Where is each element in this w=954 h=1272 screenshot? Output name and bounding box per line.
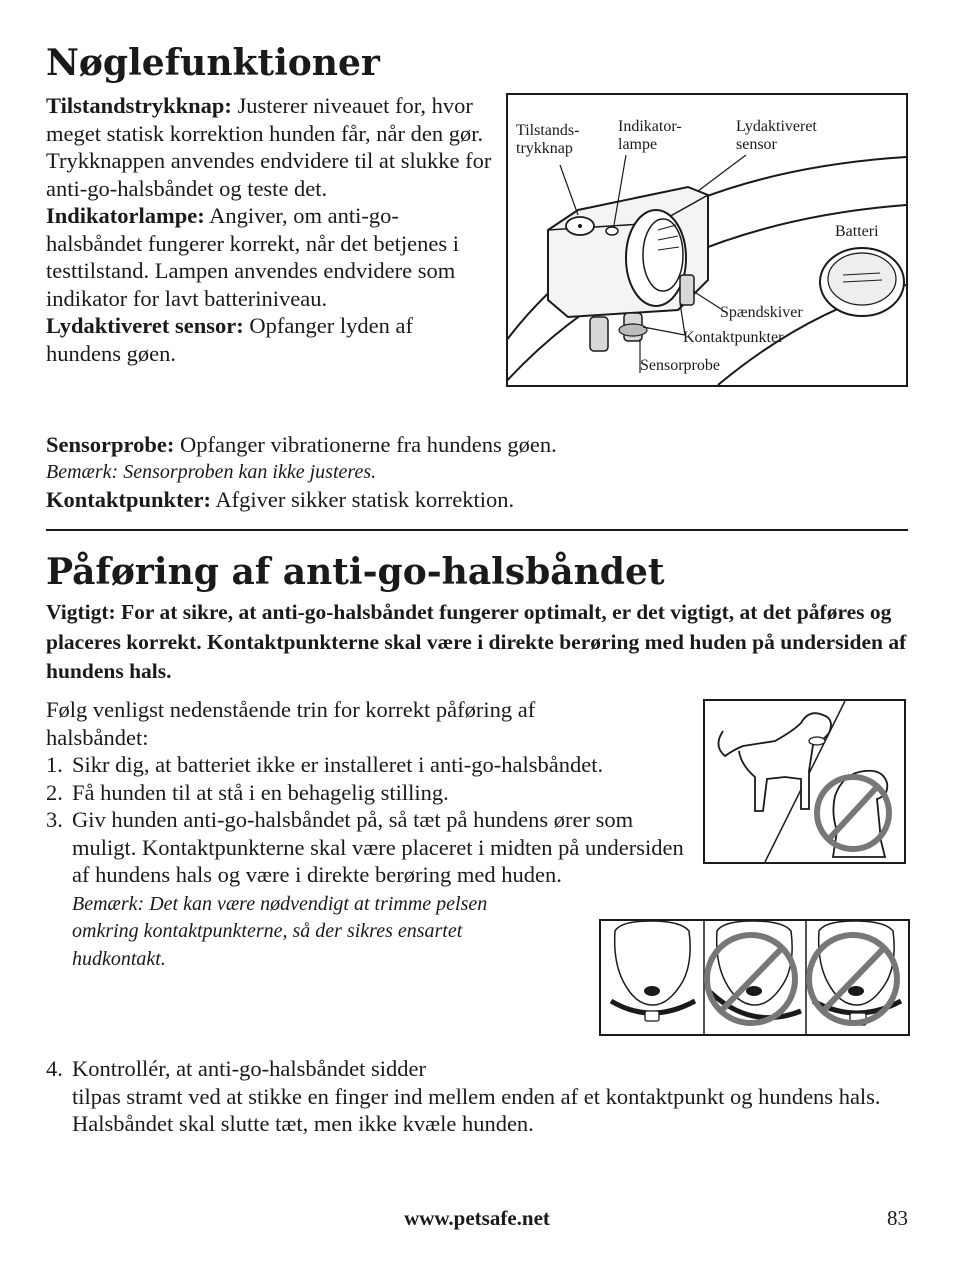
label-sensor-probe: Sensorprobe [640,357,720,374]
feature-desc: Afgiver sikker statisk korrektion. [215,487,515,512]
collar-diagram [506,93,908,387]
label-mode-button: Tilstands- [516,122,580,139]
feature-sound-sensor [46,312,476,367]
dog-fitting-figure [703,699,906,864]
label-mode-button-2: trykknap [516,140,573,157]
step-4-item [46,1055,908,1138]
feature-mode-button [46,92,494,202]
step-4 [46,1055,908,1138]
feature-indicator [46,202,494,312]
collar-illustration [508,95,906,385]
feature-term: Tilstandstrykknap: [46,93,232,118]
feature-term: Kontaktpunkter: [46,487,212,512]
step-text: Få hunden til at stå i en behagelig stilling. [72,779,449,805]
section-divider [46,529,908,531]
step-number: 3. [46,807,63,832]
feature-desc: Opfanger vibrationerne fra hundens gøen. [179,432,557,457]
key-features-text-lower [46,431,908,514]
feature-sensor-probe [46,431,908,459]
feature-term: Lydaktiveret sensor: [46,313,244,338]
step-number: 2. [46,779,63,805]
collar-position-illustration [601,921,908,1034]
step-text: Kontrollér, at anti-go-halsbåndet sidder [72,1056,426,1081]
step-number: 1. [46,752,63,777]
dog-head-incorrect-2 [809,921,901,1025]
important-notice: Vigtigt: For at sikre, at anti-go-halsbåndet fungerer optimalt, er det vigtigt, at det påføres og placeres korrekt. Kontaktpunkterne skal være i direkte berøring med huden på undersiden af hundens hals. [46,600,907,683]
step-number: 4. [46,1056,63,1081]
dog-head-correct [611,921,695,1021]
step-2 [46,779,606,807]
dog-head-incorrect-1 [707,921,801,1023]
fitting-intro: Følg venligst nedenstående trin for korrekt påføring af halsbåndet: [46,697,536,750]
label-indicator: Indikator- [618,118,682,135]
sensor-probe-note: Bemærk: Sensorproben kan ikke justeres. [46,460,377,483]
feature-desc: Angiver, om anti-go-halsbåndet fungerer korrekt, når det betjenes i testtilstand. Lampen anvendes endvidere som indikator for lavt batteriniveau. [46,203,459,311]
feature-desc: Opfanger lyden af hundens gøen. [46,313,414,366]
step-text: Sikr dig, at batteriet ikke er installeret i anti-go-halsbåndet. [72,752,604,777]
label-washers: Spændskiver [720,304,803,321]
dog-illustration [705,701,904,862]
step-text: Giv hunden anti-go-halsbåndet på, så tæt på hundens ører som muligt. Kontaktpunkterne skal være placeret i midten på undersiden af hundens hals og være i direkte berøring med huden. [72,807,684,887]
fitting-instructions [46,696,684,973]
step-3 [46,806,702,889]
step-3-note: Bemærk: Det kan være nødvendigt at trimme pelsen omkring kontaktpunkterne, så der sikres ensartet hudkontakt. [72,892,488,970]
feature-term: Sensorprobe: [46,432,175,457]
label-battery: Batteri [835,223,879,240]
step-1 [46,751,612,779]
label-contact-points: Kontaktpunkter [683,329,784,346]
label-sound-sensor: Lydaktiveret [736,118,817,135]
footer-url: www.petsafe.net [404,1206,550,1230]
label-sound-sensor-2: sensor [736,136,777,153]
step-text-cont: tilpas stramt ved at stikke en finger ind mellem enden af et kontaktpunkt og hundens hals. Halsbåndet skal slutte tæt, men ikke kvæle hunden. [72,1083,881,1136]
collar-position-figure [599,919,910,1036]
section-title-key-features: Nøglefunktioner [46,42,380,84]
label-indicator-2: lampe [618,136,658,153]
feature-desc: Justerer niveauet for, hvor meget statisk korrektion hunden får, når den gør. Trykknappen anvendes endvidere til at slukke for anti-go-halsbåndet og teste det. [46,93,492,201]
feature-contact-points [46,486,908,514]
page-number: 83 [887,1206,908,1230]
key-features-text-upper [46,92,494,367]
feature-term: Indikatorlampe: [46,203,205,228]
section-title-fitting: Påføring af anti-go-halsbåndet [46,551,665,593]
